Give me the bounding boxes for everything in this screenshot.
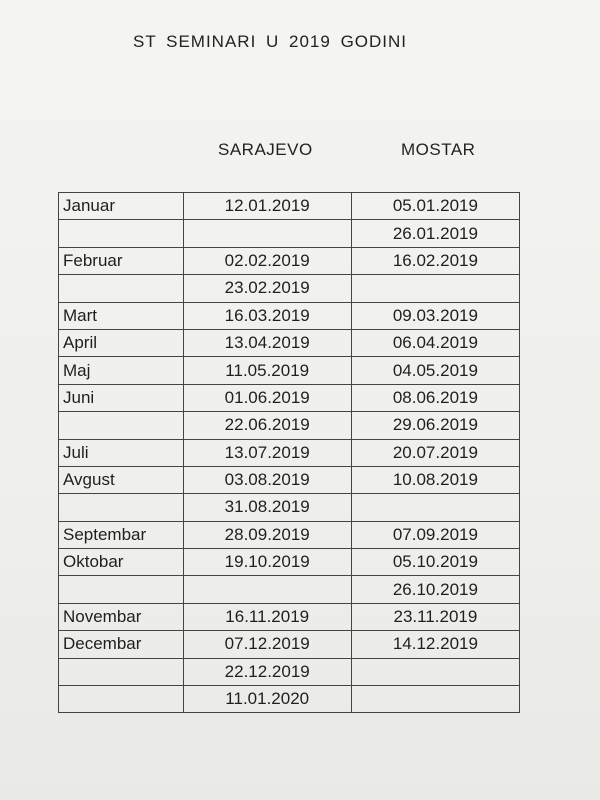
table-row (59, 658, 520, 685)
mostar-date-cell (351, 275, 519, 302)
table-row (59, 220, 520, 247)
mostar-date-cell: 23.11.2019 (351, 603, 519, 630)
sarajevo-date-cell: 28.09.2019 (183, 521, 351, 548)
month-cell: Oktobar (59, 549, 184, 576)
table-row (59, 686, 520, 713)
mostar-date-cell: 04.05.2019 (351, 357, 519, 384)
mostar-date-cell: 08.06.2019 (351, 384, 519, 411)
document-title: ST SEMINARI U 2019 GODINI (132, 32, 408, 51)
month-cell: Juni (59, 384, 184, 411)
table-row (59, 193, 520, 220)
mostar-date-cell: 26.10.2019 (351, 576, 519, 603)
table-row (59, 631, 520, 658)
mostar-date-cell: 20.07.2019 (351, 439, 519, 466)
sarajevo-date-cell: 03.08.2019 (183, 466, 351, 493)
mostar-date-cell: 05.10.2019 (351, 549, 519, 576)
month-cell (59, 275, 184, 302)
column-header-sarajevo: SARAJEVO (218, 140, 313, 159)
sarajevo-date-cell: 22.12.2019 (183, 658, 351, 685)
mostar-date-cell: 06.04.2019 (351, 329, 519, 356)
mostar-date-cell: 29.06.2019 (351, 412, 519, 439)
month-cell (59, 220, 184, 247)
table-row (59, 466, 520, 493)
month-cell (59, 658, 184, 685)
month-cell (59, 576, 184, 603)
sarajevo-date-cell: 19.10.2019 (183, 549, 351, 576)
mostar-date-cell: 09.03.2019 (351, 302, 519, 329)
sarajevo-date-cell: 11.05.2019 (183, 357, 351, 384)
month-cell: Januar (59, 193, 184, 220)
month-cell: Novembar (59, 603, 184, 630)
mostar-date-cell: 26.01.2019 (351, 220, 519, 247)
month-cell: Avgust (59, 466, 184, 493)
sarajevo-date-cell (183, 220, 351, 247)
sarajevo-date-cell: 12.01.2019 (183, 193, 351, 220)
sarajevo-date-cell: 11.01.2020 (183, 686, 351, 713)
sarajevo-date-cell: 22.06.2019 (183, 412, 351, 439)
sarajevo-date-cell: 13.07.2019 (183, 439, 351, 466)
sarajevo-date-cell: 13.04.2019 (183, 329, 351, 356)
column-header-mostar: MOSTAR (401, 140, 476, 159)
table-row (59, 412, 520, 439)
sarajevo-date-cell: 16.03.2019 (183, 302, 351, 329)
mostar-date-cell: 05.01.2019 (351, 193, 519, 220)
month-cell (59, 494, 184, 521)
table-row (59, 329, 520, 356)
seminar-schedule-table (58, 192, 520, 713)
mostar-date-cell: 14.12.2019 (351, 631, 519, 658)
table-row (59, 302, 520, 329)
sarajevo-date-cell: 16.11.2019 (183, 603, 351, 630)
table-row (59, 549, 520, 576)
mostar-date-cell: 16.02.2019 (351, 247, 519, 274)
table-row (59, 247, 520, 274)
table-row (59, 494, 520, 521)
month-cell: April (59, 329, 184, 356)
mostar-date-cell (351, 494, 519, 521)
table-row (59, 521, 520, 548)
table-row (59, 603, 520, 630)
mostar-date-cell (351, 686, 519, 713)
sarajevo-date-cell: 31.08.2019 (183, 494, 351, 521)
month-cell: Februar (59, 247, 184, 274)
table-row (59, 275, 520, 302)
table-row (59, 439, 520, 466)
table-row (59, 357, 520, 384)
month-cell: Septembar (59, 521, 184, 548)
mostar-date-cell: 10.08.2019 (351, 466, 519, 493)
month-cell (59, 412, 184, 439)
sarajevo-date-cell: 01.06.2019 (183, 384, 351, 411)
table-row (59, 576, 520, 603)
month-cell (59, 686, 184, 713)
sarajevo-date-cell (183, 576, 351, 603)
table-row (59, 384, 520, 411)
sarajevo-date-cell: 02.02.2019 (183, 247, 351, 274)
sarajevo-date-cell: 07.12.2019 (183, 631, 351, 658)
month-cell: Maj (59, 357, 184, 384)
sarajevo-date-cell: 23.02.2019 (183, 275, 351, 302)
month-cell: Decembar (59, 631, 184, 658)
month-cell: Juli (59, 439, 184, 466)
month-cell: Mart (59, 302, 184, 329)
mostar-date-cell (351, 658, 519, 685)
mostar-date-cell: 07.09.2019 (351, 521, 519, 548)
